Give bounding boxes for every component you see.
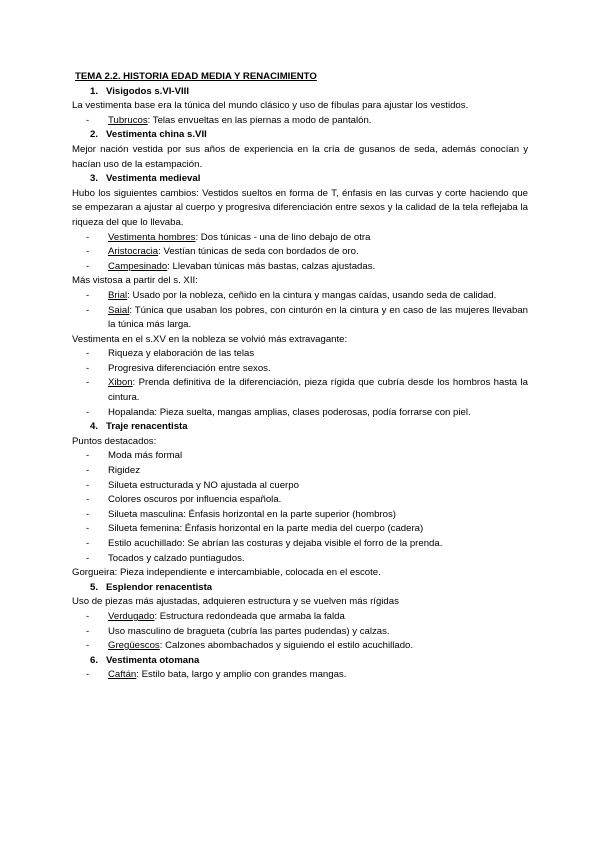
- list-item: [72, 449, 528, 464]
- section-number: 2.: [89, 129, 98, 141]
- list-dash: -: [86, 362, 90, 374]
- list-text: Moda más formal: [108, 450, 183, 462]
- paragraph: Vestimenta en el s.XV en la nobleza se volvió más extravagante:: [72, 333, 348, 345]
- list-dash: -: [86, 610, 90, 622]
- list-desc: : Dos túnicas - una de lino debajo de otra: [195, 231, 371, 243]
- section-heading-6: [72, 654, 528, 669]
- list-item: [72, 479, 528, 494]
- section-heading-3: [72, 172, 528, 187]
- list-item: [72, 668, 528, 683]
- list-dash: -: [86, 377, 90, 389]
- list-desc: : Usado por la nobleza, ceñido en la cintura y mangas caídas, usando seda de calidad.: [127, 289, 497, 301]
- paragraph: Gorgueira: Pieza independiente e intercambiable, colocada en el escote.: [72, 567, 381, 579]
- section-number: 3.: [89, 173, 98, 185]
- list-term: Campesinado: [108, 260, 168, 272]
- list-item: [72, 289, 528, 304]
- list-dash: -: [86, 538, 90, 549]
- list-dash: -: [86, 494, 90, 506]
- list-dash: -: [86, 479, 90, 491]
- list-text: Hopalanda: Pieza suelta, mangas amplias, clases poderosas, podía forrarse con piel.: [108, 406, 471, 418]
- section-title: Traje renacentista: [106, 421, 188, 433]
- list-item: [72, 493, 528, 508]
- list-term: Verdugado: [108, 610, 155, 622]
- list-item: [72, 114, 528, 129]
- list-desc: : Estilo bata, largo y amplio con grandes mangas.: [136, 669, 347, 681]
- paragraph: Puntos destacados:: [72, 435, 157, 447]
- paragraph: Más vistosa a partir del s. XII:: [72, 275, 198, 287]
- section-title: Vestimenta china s.VII: [106, 129, 207, 141]
- list-text: [108, 245, 528, 260]
- section-number: 6.: [89, 654, 98, 666]
- list-text: [108, 231, 528, 246]
- list-desc: : Calzones abombachados y siguiendo el estilo acuchillado.: [159, 640, 414, 652]
- list-dash: -: [86, 348, 90, 360]
- document-title: TEMA 2.2. HISTORIA EDAD MEDIA Y RENACIMIENTO: [75, 71, 317, 82]
- section-title: Vestimenta otomana: [106, 654, 200, 666]
- section-number: 5.: [89, 581, 98, 593]
- list-dash: -: [86, 450, 90, 462]
- list-text: Colores oscuros por influencia española.: [108, 494, 282, 506]
- list-text: Tocados y calzado puntiagudos.: [108, 552, 245, 564]
- list-term: Xibon: [108, 377, 133, 389]
- paragraph: La vestimenta base era la túnica del mundo clásico y uso de fíbulas para ajustar los vestidos.: [72, 100, 469, 112]
- section-heading-5: [72, 581, 528, 596]
- paragraph: Hubo los siguientes cambios: Vestidos sueltos en forma de T, énfasis en las curvas y corte haciendo que se empezaran a ajustar al cuerpo y progresiva diferenciación entre sexos y la calidad de la tela reflejaba la riqueza del que lo llevaba.: [72, 187, 528, 228]
- list-text: [108, 260, 528, 275]
- list-desc: : Telas envueltas en las piernas a modo de pantalón.: [147, 114, 372, 126]
- list-desc: : Vestían túnicas de seda con bordados de oro.: [158, 246, 359, 258]
- list-text: [108, 114, 528, 129]
- list-desc: : Túnica que usaban los pobres, con cinturón en la cintura y en caso de las mujeres llevaban la túnica más larga.: [108, 304, 528, 331]
- list-desc: : Llevaban túnicas más bastas, calzas ajustadas.: [167, 260, 376, 272]
- list-text: [108, 376, 528, 405]
- list-item: [72, 362, 528, 377]
- list-dash: -: [86, 304, 90, 316]
- list-term: Saial: [108, 304, 130, 316]
- list-dash: -: [86, 465, 90, 477]
- section-heading-4: [72, 420, 528, 435]
- list-dash: -: [86, 246, 90, 258]
- list-item: [72, 552, 528, 567]
- section-title: Vestimenta medieval: [106, 173, 201, 185]
- list-dash: -: [86, 508, 90, 520]
- list-text: [108, 289, 528, 304]
- list-dash: -: [86, 669, 90, 681]
- list-text: Uso masculino de bragueta (cubría las partes pudendas) y calzas.: [108, 625, 390, 637]
- list-item: [72, 522, 528, 537]
- section-heading-1: [72, 85, 528, 100]
- list-text: [108, 639, 528, 654]
- document-content: [72, 70, 528, 683]
- section-title: Esplendor renacentista: [106, 581, 213, 593]
- list-dash: -: [86, 640, 90, 652]
- section-number: 1.: [89, 85, 98, 97]
- paragraph: Mejor nación vestida por sus años de experiencia en la cría de gusanos de seda, además conocían y hacían uso de la estampación.: [72, 143, 528, 170]
- list-item: [72, 260, 528, 275]
- list-text: Estilo acuchillado: Se abrían las costuras y dejaba visible el forro de la prenda.: [108, 538, 443, 549]
- list-term: Brial: [108, 289, 128, 301]
- list-dash: -: [86, 231, 90, 243]
- list-text: Progresiva diferenciación entre sexos.: [108, 362, 271, 374]
- list-text: [108, 668, 528, 683]
- list-text: Silueta femenina: Énfasis horizontal en la parte media del cuerpo (cadera): [108, 523, 424, 535]
- list-item: [72, 406, 528, 421]
- list-item: [72, 464, 528, 479]
- list-text: [108, 304, 528, 333]
- list-item: [72, 304, 528, 333]
- list-item: [72, 376, 528, 405]
- list-dash: -: [86, 114, 90, 126]
- list-dash: -: [86, 523, 90, 535]
- list-desc: : Prenda definitiva de la diferenciación, pieza rígida que cubría desde los hombros hasta la cintura.: [108, 377, 528, 404]
- list-dash: -: [86, 625, 90, 637]
- list-dash: -: [86, 260, 90, 272]
- list-text: Silueta masculina: Énfasis horizontal en la parte superior (hombros): [108, 508, 396, 520]
- list-text: Silueta estructurada y NO ajustada al cuerpo: [108, 479, 299, 491]
- list-dash: -: [86, 406, 90, 418]
- list-item: [72, 508, 528, 523]
- list-item: [72, 231, 528, 246]
- list-text: Riqueza y elaboración de las telas: [108, 348, 255, 360]
- list-dash: -: [86, 552, 90, 564]
- list-term: Vestimenta hombres: [108, 231, 196, 243]
- paragraph: Uso de piezas más ajustadas, adquieren estructura y se vuelven más rígidas: [72, 596, 399, 608]
- list-text: [108, 610, 528, 625]
- section-number: 4.: [89, 421, 98, 433]
- list-term: Caftán: [108, 669, 137, 681]
- section-heading-2: [72, 128, 528, 143]
- list-term: Aristocracia: [108, 246, 159, 258]
- section-title: Visigodos s.VI-VIII: [106, 85, 189, 97]
- list-item: [72, 537, 528, 552]
- list-text: Rigidez: [108, 465, 140, 477]
- list-term: Gregüescos: [108, 640, 160, 652]
- list-dash: -: [86, 289, 90, 301]
- list-item: [72, 625, 528, 640]
- list-item: [72, 610, 528, 625]
- list-item: [72, 639, 528, 654]
- list-item: [72, 245, 528, 260]
- list-term: Tubrucos: [108, 114, 148, 126]
- list-item: [72, 347, 528, 362]
- list-desc: : Estructura redondeada que armaba la falda: [154, 610, 345, 622]
